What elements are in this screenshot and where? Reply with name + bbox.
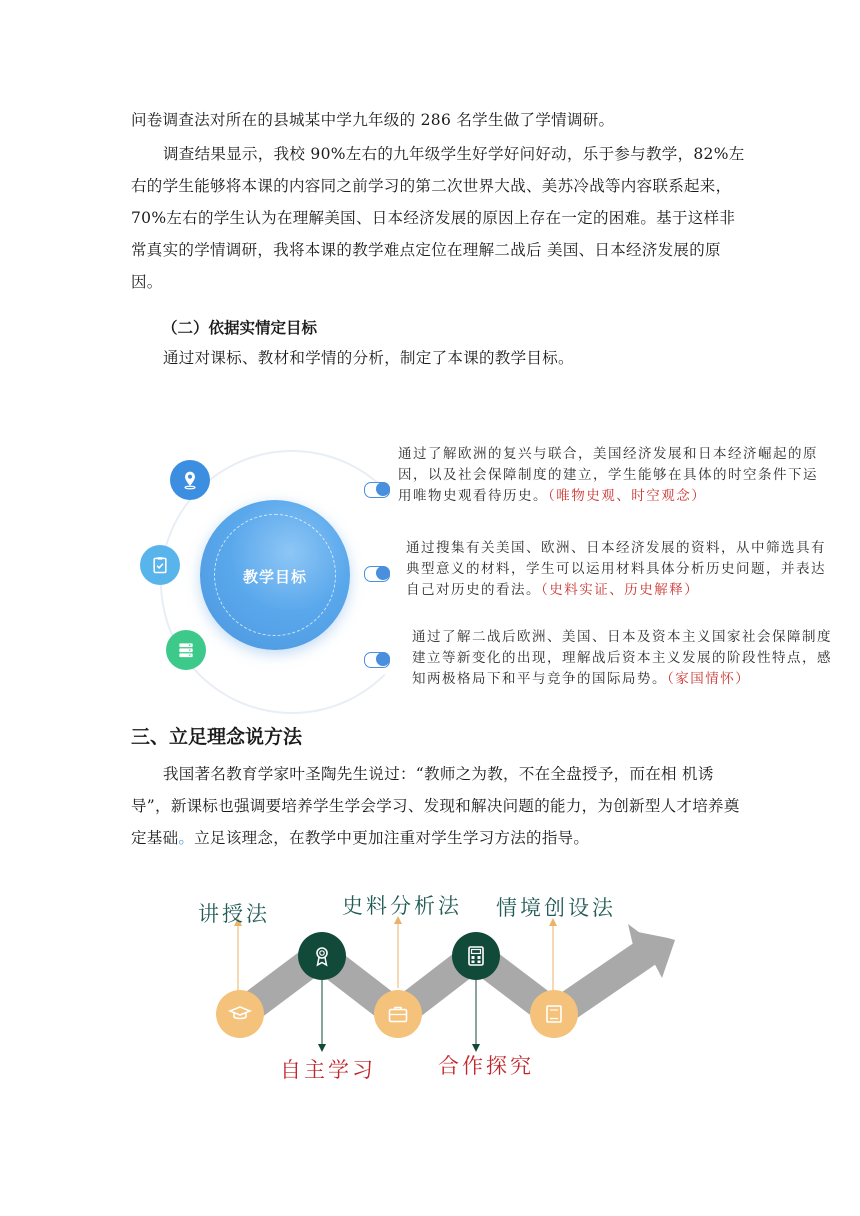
philosophy-body: 我国著名教育学家叶圣陶先生说过：“教师之为教，不在全盘授予，而在相 机诱导”，新课标也强调要培养学生学会学习、发现和解决问题的能力，为创新型人才培养奠定基础 [131,765,740,847]
method-label-cooperation: 合作探究 [438,1054,534,1078]
goals-center-label: 教学目标 [242,568,307,586]
briefcase-icon [374,990,422,1038]
goal-2-body: 通过搜集有关美国、欧洲、日本经济发展的资料，从中筛选具有典型意义的材料，学生可以运用材料具体分析历史问题，并表达自己对历史的看法。 [406,540,826,598]
philosophy-tail: 立足该理念，在教学中更加注重对学生学习方法的指导。 [194,829,590,847]
goal-3-tag: （家国情怀） [667,671,751,687]
calculator-icon [452,932,500,980]
goal-2-toggle [364,566,390,582]
goal-3-toggle [364,652,390,668]
sub-heading-goals: （二）依据实情定目标 [162,319,318,337]
method-label-situation: 情境创设法 [496,896,616,920]
paragraph-survey: 问卷调查法对所在的县城某中学九年级的 286 名学生做了学情调研。 [131,111,615,129]
teaching-methods-diagram [170,880,690,1090]
method-label-source-analysis: 史料分析法 [342,894,462,918]
goal-3-body: 通过了解二战后欧洲、美国、日本及资本主义国家社会保障制度建立等新变化的出现，理解战后资本主义发展的阶段性特点，感知两极格局下和平与竞争的国际局势。 [412,629,832,687]
goal-2-tag: （史料实证、历史解释） [541,582,700,598]
goal-1-toggle [364,482,390,498]
clipboard-check-icon [140,545,180,585]
graduation-cap-icon [216,990,264,1038]
award-ribbon-icon [298,932,346,980]
teaching-goals-diagram [130,430,830,720]
goal-1-text [398,444,818,507]
section-heading-methods: 三、立足理念说方法 [131,726,303,748]
philosophy-dot: 。 [178,829,195,847]
book-icon [530,990,578,1038]
location-icon [170,460,210,500]
goal-1-body: 通过了解欧洲的复兴与联合，美国经济发展和日本经济崛起的原因，以及社会保障制度的建立，学生能够在具体的时空条件下运用唯物史观看待历史。 [398,446,818,504]
goals-center-circle [200,500,350,650]
paragraph-results: 调查结果显示，我校 90%左右的九年级学生好学好问好动，乐于参与教学，82%左右的学生能够将本课的内容同之前学习的第二次世界大战、美苏冷战等内容联系起来，70%左右的学生认为在理解美国、日本经济发展的原因上存在一定的困难。基于这样非常真实的学情调研，我将本课的教学难点定位在理解二战后 美国、日本经济发展的原因。 [131,145,745,291]
paragraph-philosophy [131,758,746,854]
paragraph-goals-intro: 通过对课标、教材和学情的分析，制定了本课的教学目标。 [163,349,574,367]
server-icon [166,630,206,670]
goal-2-text [406,538,834,601]
method-label-self-study: 自主学习 [280,1058,376,1082]
goal-3-text [412,627,832,690]
method-label-lecture: 讲授法 [198,902,270,926]
goal-1-tag: （唯物史观、时空观念） [548,488,707,504]
